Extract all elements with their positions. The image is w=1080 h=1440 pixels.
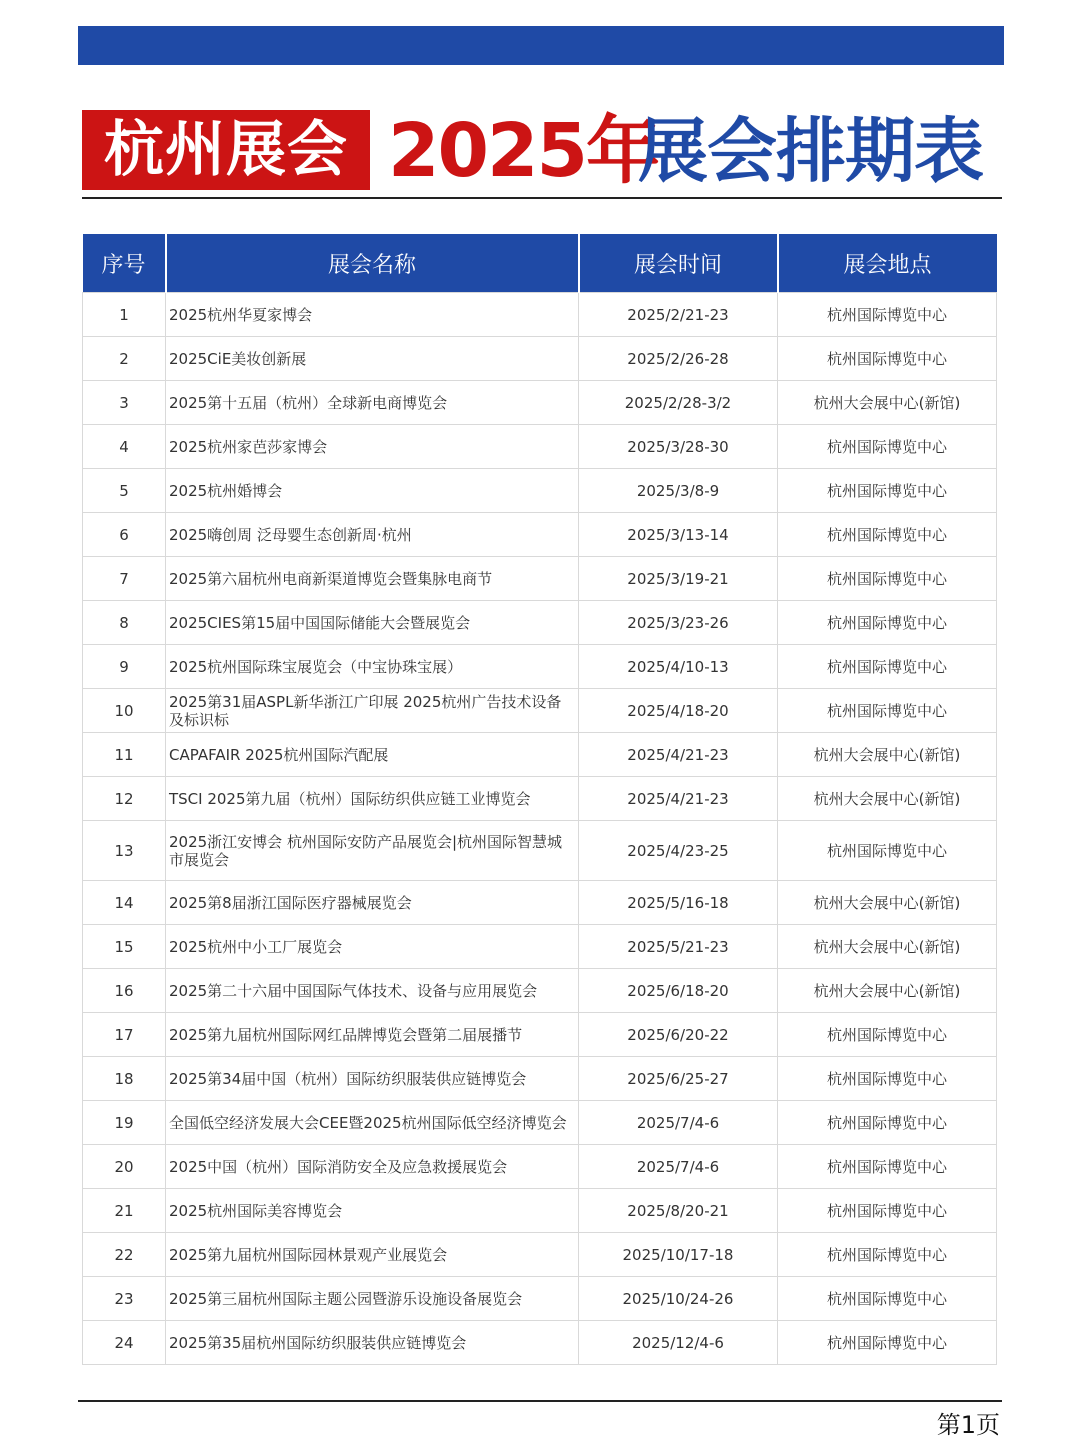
cell-venue: 杭州国际博览中心 (778, 1013, 997, 1057)
cell-date: 2025/3/13-14 (579, 513, 778, 557)
cell-no: 3 (83, 381, 166, 425)
cell-name: 2025CiE美妆创新展 (166, 337, 579, 381)
cell-date: 2025/3/23-26 (579, 601, 778, 645)
cell-name: 2025第十五届（杭州）全球新电商博览会 (166, 381, 579, 425)
title-year: 2025年 (388, 108, 658, 194)
table-row (83, 557, 997, 601)
table-row (83, 1101, 997, 1145)
cell-name: TSCI 2025第九届（杭州）国际纺织供应链工业博览会 (166, 777, 579, 821)
top-banner-bar (78, 26, 1004, 65)
title-badge: 杭州展会 (82, 110, 370, 190)
cell-no: 6 (83, 513, 166, 557)
cell-no: 7 (83, 557, 166, 601)
cell-date: 2025/12/4-6 (579, 1321, 778, 1365)
cell-no: 21 (83, 1189, 166, 1233)
header-no: 序号 (83, 234, 166, 293)
table-row (83, 469, 997, 513)
cell-venue: 杭州国际博览中心 (778, 337, 997, 381)
cell-venue: 杭州国际博览中心 (778, 1277, 997, 1321)
cell-venue: 杭州大会展中心(新馆) (778, 381, 997, 425)
cell-date: 2025/10/24-26 (579, 1277, 778, 1321)
cell-venue: 杭州国际博览中心 (778, 1145, 997, 1189)
cell-venue: 杭州国际博览中心 (778, 1057, 997, 1101)
cell-no: 24 (83, 1321, 166, 1365)
cell-name: 2025杭州婚博会 (166, 469, 579, 513)
table-row (83, 1277, 997, 1321)
cell-no: 20 (83, 1145, 166, 1189)
table-row (83, 733, 997, 777)
cell-no: 18 (83, 1057, 166, 1101)
cell-name: 2025第二十六届中国国际气体技术、设备与应用展览会 (166, 969, 579, 1013)
cell-name: 2025第34届中国（杭州）国际纺织服装供应链博览会 (166, 1057, 579, 1101)
cell-venue: 杭州大会展中心(新馆) (778, 925, 997, 969)
cell-name: 2025杭州国际珠宝展览会（中宝协珠宝展） (166, 645, 579, 689)
cell-no: 1 (83, 293, 166, 337)
cell-no: 23 (83, 1277, 166, 1321)
cell-date: 2025/3/28-30 (579, 425, 778, 469)
cell-no: 4 (83, 425, 166, 469)
cell-no: 9 (83, 645, 166, 689)
cell-name: 全国低空经济发展大会CEE暨2025杭州国际低空经济博览会 (166, 1101, 579, 1145)
cell-no: 15 (83, 925, 166, 969)
cell-no: 16 (83, 969, 166, 1013)
cell-name: 2025第九届杭州国际园林景观产业展览会 (166, 1233, 579, 1277)
cell-no: 14 (83, 881, 166, 925)
cell-no: 22 (83, 1233, 166, 1277)
cell-no: 8 (83, 601, 166, 645)
cell-name: 2025第六届杭州电商新渠道博览会暨集脉电商节 (166, 557, 579, 601)
cell-venue: 杭州国际博览中心 (778, 1189, 997, 1233)
table-row (83, 645, 997, 689)
table-row (83, 601, 997, 645)
cell-date: 2025/3/8-9 (579, 469, 778, 513)
cell-date: 2025/6/25-27 (579, 1057, 778, 1101)
cell-date: 2025/8/20-21 (579, 1189, 778, 1233)
cell-venue: 杭州国际博览中心 (778, 1321, 997, 1365)
title-divider (82, 197, 1002, 199)
cell-venue: 杭州国际博览中心 (778, 689, 997, 733)
cell-venue: 杭州大会展中心(新馆) (778, 777, 997, 821)
cell-venue: 杭州国际博览中心 (778, 821, 997, 881)
table-row (83, 293, 997, 337)
cell-no: 11 (83, 733, 166, 777)
cell-name: 2025第31届ASPL新华浙江广印展 2025杭州广告技术设备及标识标 (166, 689, 579, 733)
cell-name: 2025杭州华夏家博会 (166, 293, 579, 337)
cell-no: 2 (83, 337, 166, 381)
cell-date: 2025/6/18-20 (579, 969, 778, 1013)
cell-date: 2025/4/18-20 (579, 689, 778, 733)
page-number: 第1页 (936, 1411, 1000, 1439)
cell-venue: 杭州国际博览中心 (778, 557, 997, 601)
table-row (83, 513, 997, 557)
cell-venue: 杭州大会展中心(新馆) (778, 969, 997, 1013)
table-row (83, 925, 997, 969)
table-header-row (83, 234, 997, 293)
cell-name: 2025中国（杭州）国际消防安全及应急救援展览会 (166, 1145, 579, 1189)
cell-date: 2025/2/26-28 (579, 337, 778, 381)
table-row (83, 689, 997, 733)
cell-no: 5 (83, 469, 166, 513)
cell-name: 2025杭州家芭莎家博会 (166, 425, 579, 469)
cell-name: 2025第8届浙江国际医疗器械展览会 (166, 881, 579, 925)
cell-name: 2025CIES第15届中国国际储能大会暨展览会 (166, 601, 579, 645)
cell-name: 2025杭州中小工厂展览会 (166, 925, 579, 969)
cell-date: 2025/7/4-6 (579, 1101, 778, 1145)
cell-venue: 杭州国际博览中心 (778, 645, 997, 689)
table-row (83, 969, 997, 1013)
cell-date: 2025/3/19-21 (579, 557, 778, 601)
table-row (83, 1057, 997, 1101)
cell-date: 2025/4/21-23 (579, 777, 778, 821)
cell-venue: 杭州大会展中心(新馆) (778, 733, 997, 777)
cell-date: 2025/4/21-23 (579, 733, 778, 777)
cell-no: 17 (83, 1013, 166, 1057)
table-row (83, 337, 997, 381)
cell-venue: 杭州国际博览中心 (778, 293, 997, 337)
header-venue: 展会地点 (778, 234, 997, 293)
cell-no: 12 (83, 777, 166, 821)
cell-venue: 杭州国际博览中心 (778, 601, 997, 645)
table-row (83, 1189, 997, 1233)
table-row (83, 777, 997, 821)
cell-name: 2025嗨创周 泛母婴生态创新周·杭州 (166, 513, 579, 557)
cell-date: 2025/5/21-23 (579, 925, 778, 969)
table-row (83, 821, 997, 881)
table-row (83, 381, 997, 425)
table-row (83, 1145, 997, 1189)
cell-no: 10 (83, 689, 166, 733)
cell-venue: 杭州国际博览中心 (778, 1233, 997, 1277)
cell-venue: 杭州国际博览中心 (778, 1101, 997, 1145)
table-row (83, 1233, 997, 1277)
cell-venue: 杭州大会展中心(新馆) (778, 881, 997, 925)
cell-date: 2025/5/16-18 (579, 881, 778, 925)
table-row (83, 425, 997, 469)
header-name: 展会名称 (166, 234, 579, 293)
cell-no: 19 (83, 1101, 166, 1145)
cell-name: 2025第35届杭州国际纺织服装供应链博览会 (166, 1321, 579, 1365)
cell-venue: 杭州国际博览中心 (778, 425, 997, 469)
cell-date: 2025/10/17-18 (579, 1233, 778, 1277)
cell-name: 2025第九届杭州国际网红品牌博览会暨第二届展播节 (166, 1013, 579, 1057)
cell-no: 13 (83, 821, 166, 881)
table-row (83, 1013, 997, 1057)
page-title (82, 108, 1002, 194)
table-row (83, 1321, 997, 1365)
table-row (83, 881, 997, 925)
cell-name: 2025杭州国际美容博览会 (166, 1189, 579, 1233)
cell-date: 2025/2/21-23 (579, 293, 778, 337)
cell-venue: 杭州国际博览中心 (778, 513, 997, 557)
cell-name: 2025第三届杭州国际主题公园暨游乐设施设备展览会 (166, 1277, 579, 1321)
cell-date: 2025/4/10-13 (579, 645, 778, 689)
cell-date: 2025/2/28-3/2 (579, 381, 778, 425)
header-date: 展会时间 (579, 234, 778, 293)
cell-name: CAPAFAIR 2025杭州国际汽配展 (166, 733, 579, 777)
exhibition-schedule-table (82, 234, 997, 1365)
table-body (83, 293, 997, 1365)
cell-venue: 杭州国际博览中心 (778, 469, 997, 513)
cell-date: 2025/6/20-22 (579, 1013, 778, 1057)
cell-date: 2025/4/23-25 (579, 821, 778, 881)
cell-name: 2025浙江安博会 杭州国际安防产品展览会|杭州国际智慧城市展览会 (166, 821, 579, 881)
footer-divider (78, 1400, 1002, 1402)
title-main: 展会排期表 (638, 110, 983, 192)
cell-date: 2025/7/4-6 (579, 1145, 778, 1189)
